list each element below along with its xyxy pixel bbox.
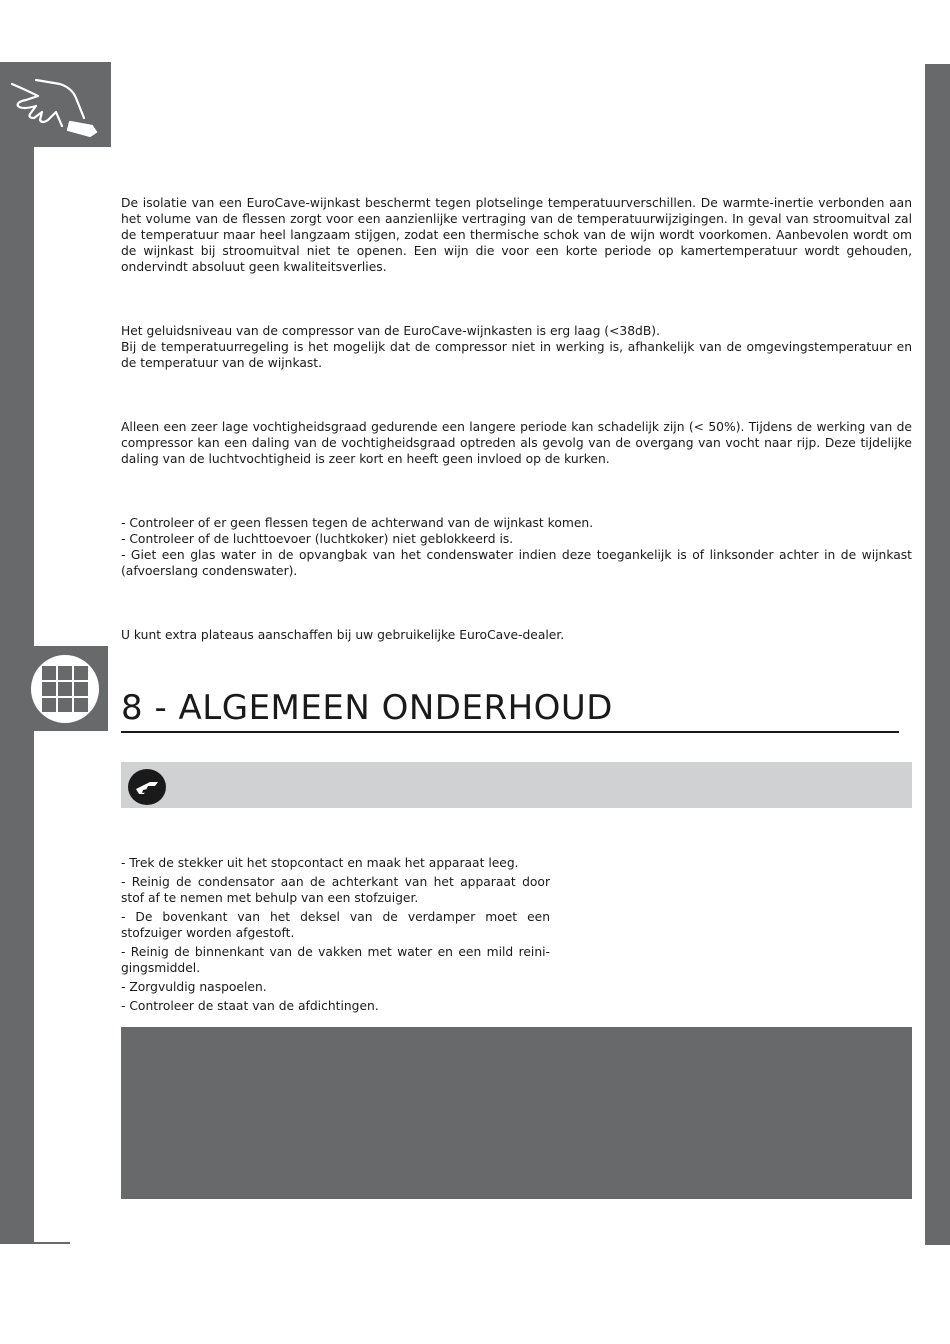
- maintenance-badge-icon: [128, 769, 166, 805]
- left-bar-foot: [34, 1242, 70, 1244]
- paragraph-line: - Controleer of de luchttoevoer (luchtkoker) niet geblokkeerd is.: [121, 532, 514, 546]
- list-item: - Controleer de staat van de afdichtingen.: [121, 999, 379, 1013]
- list-item: - Reinig de binnenkant van de vakken met water en een mild reini-gingsmiddel.: [121, 945, 550, 975]
- shelves-paragraph: [121, 627, 912, 643]
- title-rule: [121, 731, 899, 733]
- list-item: - Trek de stekker uit het stopcontact en maak het apparaat leeg.: [121, 856, 519, 870]
- list-item: - Zorgvuldig naspoelen.: [121, 980, 267, 994]
- hand-tab: [0, 62, 111, 147]
- list-item: - Reinig de condensator aan de achterkant van het apparaat door stof af te nemen met behulp van een stofzuiger.: [121, 875, 550, 905]
- right-side-bar: [925, 64, 950, 1245]
- paragraph-line: - Controleer of er geen flessen tegen de achterwand van de wijnkast komen.: [121, 516, 594, 530]
- maintenance-banner: [121, 762, 912, 808]
- dark-info-box: [121, 1027, 912, 1199]
- maintenance-steps-list: [121, 855, 550, 1017]
- paragraph-line: Het geluidsniveau van de compressor van de EuroCave-wijnkasten is erg laag (<38dB).: [121, 324, 660, 338]
- paragraph-line: U kunt extra plateaus aanschaffen bij uw gebruikelijke EuroCave-dealer.: [121, 628, 565, 642]
- noise-paragraph: [121, 323, 912, 371]
- section-title: 8 - ALGEMEEN ONDERHOUD: [121, 688, 613, 728]
- insulation-paragraph: [121, 195, 912, 275]
- list-item: - De bovenkant van het deksel van de verdamper moet een stofzuiger worden afgestoft.: [121, 910, 550, 940]
- paragraph-line: Bij de temperatuurregeling is het mogelijk dat de compressor niet in werking is, afhankelijk van de omgevingstemperatuur en de temperatuur van de wijnkast.: [121, 340, 912, 370]
- paragraph-line: De isolatie van een EuroCave-wijnkast beschermt tegen plotselinge temperatuurverschillen. De warmte-inertie verbonden aan het volume van de flessen zorgt voor een aanzienlijke vertraging van de temperatuurwijzigingen. In geval van stroomuitval zal de temperatuur maar heel langzaam stijgen, zodat een thermische schok van de wijn wordt voorkomen. Aanbevolen wordt om de wijnkast bij stroomuitval niet te openen. Een wijn die voor een korte periode op kamertemperatuur wordt gehouden, ondervindt absoluut geen kwaliteitsverlies.: [121, 196, 912, 274]
- grid-tab: [0, 646, 108, 731]
- checks-paragraph: [121, 515, 912, 579]
- grid-icon: [31, 655, 99, 723]
- humidity-paragraph: [121, 419, 912, 467]
- paragraph-line: - Giet een glas water in de opvangbak van het condenswater indien deze toegankelijk is of linksonder achter in de wijnkast (afvoerslang condenswater).: [121, 548, 912, 578]
- paragraph-line: Alleen een zeer lage vochtigheidsgraad gedurende een langere periode kan schadelijk zijn (< 50%). Tijdens de werking van de compressor kan een daling van de vochtigheidsgraad optreden als gevolg van de overgang van vocht naar rijp. Deze tijdelijke daling van de luchtvochtigheid is zeer kort en heeft geen invloed op de kurken.: [121, 420, 912, 466]
